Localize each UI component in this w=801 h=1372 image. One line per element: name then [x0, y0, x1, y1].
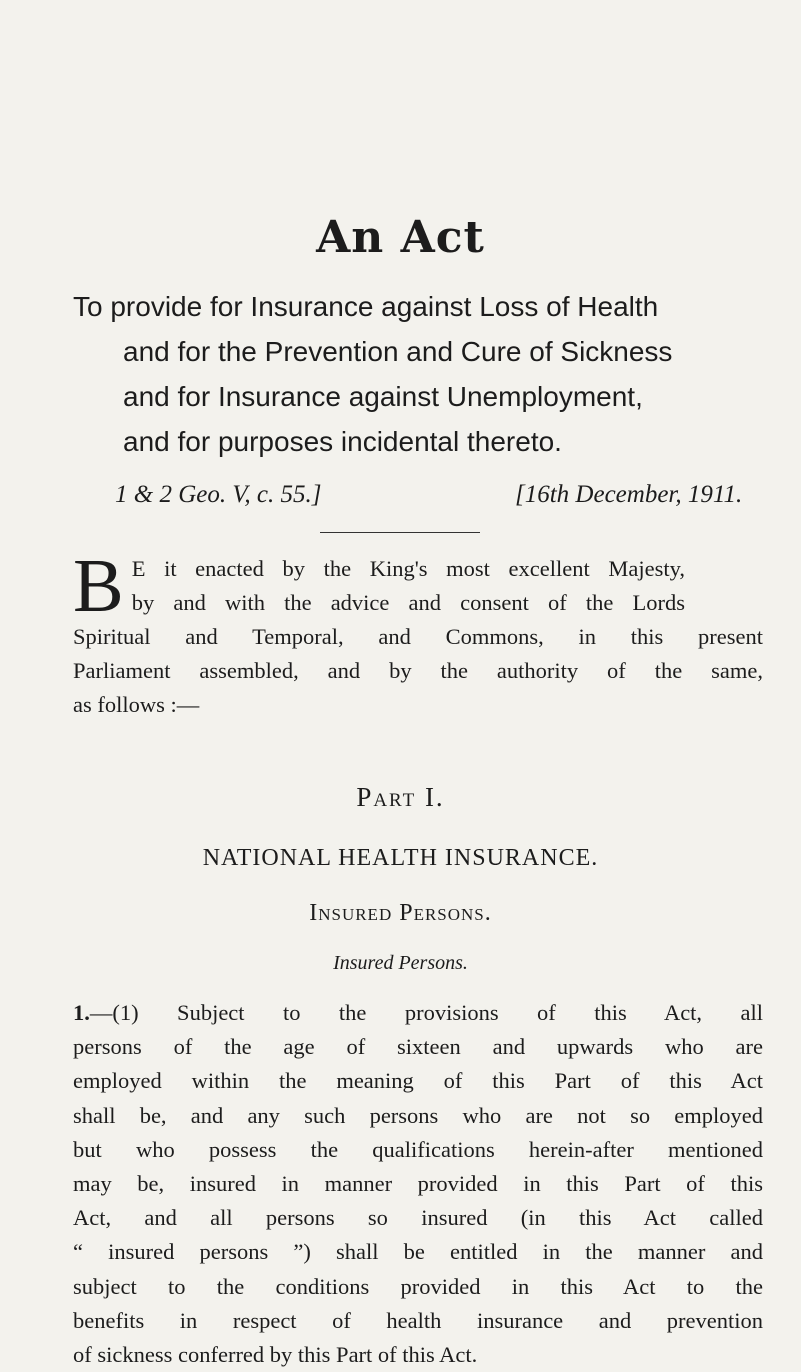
enactment-line: E it enacted by the King's most excellent Majesty, [131, 556, 685, 581]
section-line: but who possess the qualifications herein-after mentioned [73, 1136, 763, 1162]
part-title: Part I. [356, 782, 445, 812]
section-number: 1. [73, 1000, 90, 1025]
section-line-text: —(1) Subject to the provisions of this Act, all [89, 1000, 763, 1025]
section-line: employed within the meaning of this Part of this Act [73, 1068, 763, 1094]
enactment-line: by and with the advice and consent of the Lords [131, 590, 685, 615]
drop-cap: B [73, 544, 124, 628]
part-name: NATIONAL HEALTH INSURANCE. [202, 845, 599, 871]
act-title: An Act [316, 212, 485, 263]
section-line [73, 996, 763, 1030]
preamble-line: To provide for Insurance against Loss of Health [73, 291, 659, 322]
section-line: persons of the age of sixteen and upwards who are [73, 1034, 763, 1060]
act-preamble [73, 284, 763, 464]
sub-heading: Insured Persons. [333, 952, 468, 974]
enactment-line: Parliament assembled, and by the authority of the same, [73, 658, 763, 683]
section-line: of sickness conferred by this Part of this Act. [73, 1342, 478, 1368]
act-citation: 1 & 2 Geo. V, c. 55.] [115, 481, 322, 508]
enactment-line: as follows :— [73, 692, 200, 717]
section-line: subject to the conditions provided in this Act to the [73, 1273, 763, 1299]
section-1-text [73, 996, 763, 1372]
section-line: may be, insured in manner provided in this Part of this [73, 1171, 763, 1197]
section-line: “ insured persons ”) shall be entitled in the manner and [73, 1239, 763, 1265]
section-heading: Insured Persons. [309, 900, 492, 926]
enactment-line: Spiritual and Temporal, and Commons, in this present [73, 624, 763, 649]
preamble-line: and for the Prevention and Cure of Sickness [123, 336, 673, 367]
preamble-line: and for Insurance against Unemployment, [123, 381, 643, 412]
section-line: benefits in respect of health insurance and prevention [73, 1307, 763, 1333]
section-line: shall be, and any such persons who are not so employed [73, 1102, 763, 1128]
section-line: Act, and all persons so insured (in this Act called [73, 1205, 763, 1231]
enacting-formula [73, 544, 763, 722]
divider-rule [320, 532, 480, 533]
preamble-line: and for purposes incidental thereto. [123, 426, 562, 457]
act-citation-row [115, 481, 765, 509]
act-date: [16th December, 1911. [515, 481, 743, 508]
